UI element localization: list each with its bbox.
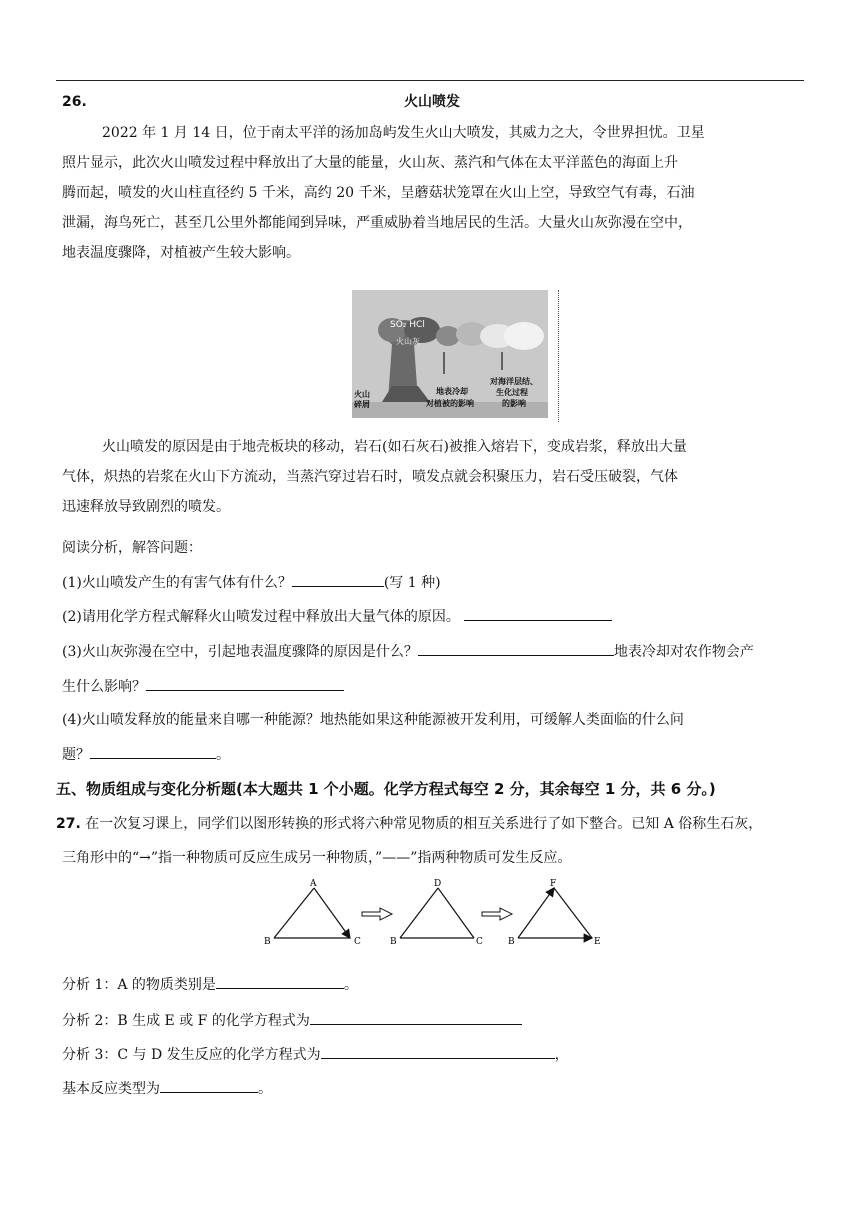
fig-label-gases: SO₂ HCl bbox=[390, 320, 425, 330]
node-C-1: C bbox=[354, 937, 361, 947]
fig-label-ocean-1: 对海洋层结、 bbox=[490, 377, 538, 386]
q26-sub3-line2 bbox=[62, 676, 344, 697]
node-E: E bbox=[594, 937, 601, 947]
para1-line: 泄漏，海鸟死亡，甚至几公里外都能闻到异味，严重威胁着当地居民的生活。大量火山灰弥漫在空中， bbox=[62, 215, 692, 231]
q27-analysis-3 bbox=[62, 1044, 569, 1065]
sub2-text: (2)请用化学方程式解释火山喷发过程中释放出大量气体的原因。 bbox=[62, 609, 460, 625]
sub3-prefix: (3)火山灰弥漫在空中，引起地表温度骤降的原因是什么？ bbox=[62, 644, 418, 660]
node-B-1: B bbox=[264, 937, 271, 947]
sub1-prefix: (1)火山喷发产生的有害气体有什么？ bbox=[62, 575, 292, 591]
answer-blank-a2[interactable] bbox=[310, 1010, 522, 1025]
q26-instruction: 阅读分析，解答问题： bbox=[62, 540, 202, 556]
q26-paragraph-1 bbox=[62, 118, 804, 268]
sub3-line2: 生什么影响？ bbox=[62, 679, 146, 695]
answer-blank-3b[interactable] bbox=[146, 676, 344, 691]
answer-blank-4[interactable] bbox=[90, 744, 216, 759]
answer-blank-2[interactable] bbox=[464, 606, 612, 621]
q27-line-1 bbox=[56, 814, 762, 834]
fig-label-debris: 火山碎屑 bbox=[354, 390, 370, 409]
fig-label-ocean-2: 生化过程 bbox=[496, 388, 528, 397]
sub4-line2: 题？ bbox=[62, 747, 90, 763]
fig-label-cooling: 地表冷却 bbox=[436, 387, 468, 396]
fig-label-vegetation: 对植被的影响 bbox=[426, 399, 474, 408]
q27-reaction-type bbox=[62, 1078, 272, 1099]
para2-line: 迅速释放导致剧烈的喷发。 bbox=[62, 499, 230, 515]
sub3-suffix: 地表冷却对农作物会产 bbox=[613, 644, 754, 660]
fig-label-ash: 火山灰 bbox=[396, 337, 420, 346]
analysis3-text: 分析 3：C 与 D 发生反应的化学方程式为 bbox=[62, 1047, 321, 1063]
q26-sub3 bbox=[62, 641, 754, 662]
node-D: D bbox=[434, 879, 442, 889]
q26-sub1 bbox=[62, 572, 441, 593]
para1-line: 地表温度骤降，对植被产生较大影响。 bbox=[62, 245, 300, 261]
node-C-2: C bbox=[476, 937, 483, 947]
para1-line: 腾而起，喷发的火山柱直径约 5 千米，高约 20 千米，呈蘑菇状笼罩在火山上空，导致空气有毒，石油 bbox=[62, 185, 695, 201]
section-5-heading: 五、物质组成与变化分析题(本大题共 1 个小题。化学方程式每空 2 分，其余每空 1 分，共 6 分。) bbox=[56, 780, 716, 798]
volcano-figure bbox=[352, 290, 548, 418]
analysis3-end: ， bbox=[554, 1047, 569, 1063]
figure-dotted-border bbox=[558, 290, 559, 422]
fig-label-ocean-3: 的影响 bbox=[502, 399, 526, 408]
top-rule bbox=[56, 80, 804, 81]
transform-arrow-2 bbox=[482, 908, 512, 920]
reaction-type-text: 基本反应类型为 bbox=[62, 1081, 160, 1097]
sub1-suffix: (写 1 种) bbox=[383, 575, 441, 591]
question-number-27: 27. bbox=[56, 816, 81, 832]
triangle-diagram bbox=[260, 876, 610, 952]
node-B-2: B bbox=[390, 937, 397, 947]
para2-line: 火山喷发的原因是由于地壳板块的移动，岩石(如石灰石)被推入熔岩下，变成岩浆，释放出大量 bbox=[102, 439, 687, 455]
answer-blank-3a[interactable] bbox=[418, 641, 614, 656]
answer-blank-1[interactable] bbox=[292, 572, 384, 587]
para1-line: 2022 年 1 月 14 日，位于南太平洋的汤加岛屿发生火山大喷发，其威力之大，令世界担忧。卫星 bbox=[102, 125, 705, 141]
node-A: A bbox=[310, 879, 317, 889]
q26-paragraph-2 bbox=[62, 432, 804, 522]
question-number-26: 26. bbox=[62, 94, 87, 110]
q26-sub4: (4)火山喷发释放的能量来自哪一种能源？地热能如果这种能源被开发利用，可缓解人类面临的什么问 bbox=[62, 712, 684, 728]
q26-sub2 bbox=[62, 606, 612, 627]
q27-analysis-1 bbox=[62, 974, 358, 995]
transform-arrow-1 bbox=[362, 908, 392, 920]
q27-text-1: 在一次复习课上，同学们以图形转换的形式将六种常见物质的相互关系进行了如下整合。已知 A 俗称生石灰， bbox=[85, 816, 763, 832]
node-B-3: B bbox=[508, 937, 515, 947]
q27-analysis-2 bbox=[62, 1010, 522, 1031]
para1-line: 照片显示，此次火山喷发过程中释放出了大量的能量，火山灰、蒸汽和气体在太平洋蓝色的海面上升 bbox=[62, 155, 678, 171]
answer-blank-a4[interactable] bbox=[160, 1078, 258, 1093]
para2-line: 气体，炽热的岩浆在火山下方流动，当蒸汽穿过岩石时，喷发点就会积聚压力，岩石受压破裂，气体 bbox=[62, 469, 678, 485]
answer-blank-a3[interactable] bbox=[321, 1044, 555, 1059]
reaction-type-end: 。 bbox=[258, 1081, 272, 1097]
triangle-3 bbox=[518, 888, 592, 938]
triangle-2 bbox=[400, 888, 474, 938]
question-26-title: 火山喷发 bbox=[404, 94, 460, 110]
triangle-1 bbox=[274, 888, 350, 938]
answer-blank-a1[interactable] bbox=[216, 974, 344, 989]
q27-line-2: 三角形中的“→”指一种物质可反应生成另一种物质，”——”指两种物质可发生反应。 bbox=[62, 850, 572, 866]
sub4-end: 。 bbox=[216, 747, 230, 763]
node-F: F bbox=[550, 879, 557, 889]
analysis2-text: 分析 2：B 生成 E 或 F 的化学方程式为 bbox=[62, 1013, 310, 1029]
q26-sub4-line2 bbox=[62, 744, 230, 765]
analysis1-end: 。 bbox=[343, 977, 358, 993]
analysis1-text: 分析 1：A 的物质类别是 bbox=[62, 977, 216, 993]
